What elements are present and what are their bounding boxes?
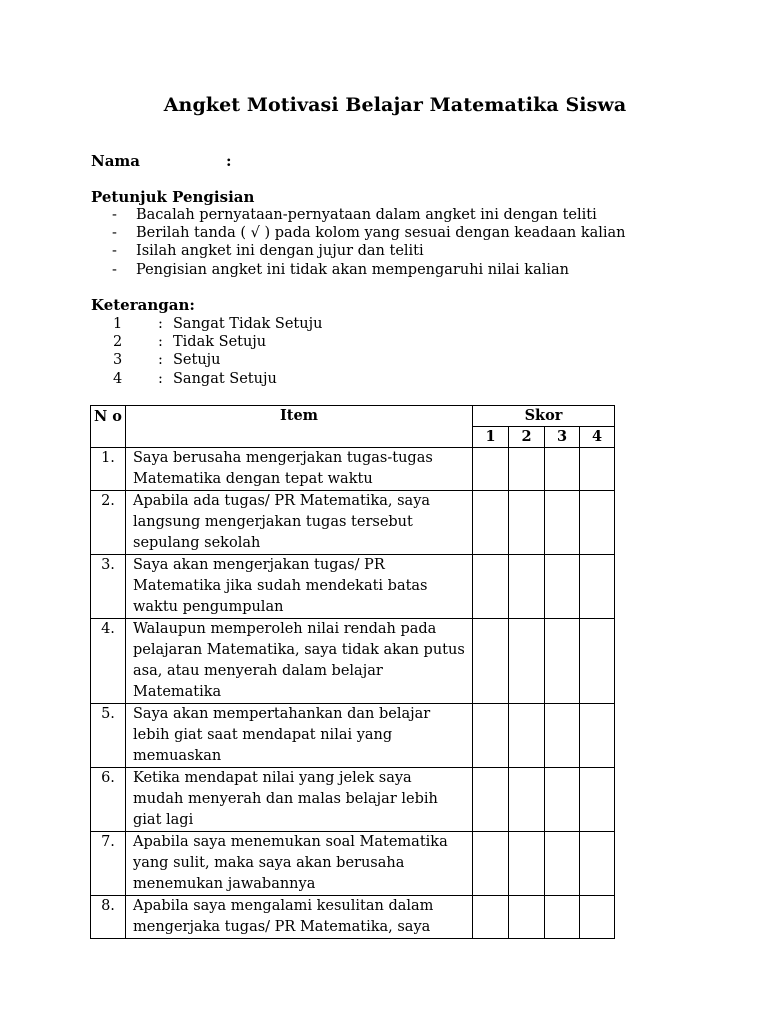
score-cell[interactable] xyxy=(580,704,615,768)
score-cell[interactable] xyxy=(545,555,580,619)
page-title: Angket Motivasi Belajar Matematika Siswa xyxy=(163,94,627,116)
list-item: - Isilah angket ini dengan jujur dan teliti xyxy=(112,243,424,260)
row-number: 3. xyxy=(91,555,126,619)
score-cell[interactable] xyxy=(509,704,545,768)
nama-field xyxy=(91,152,232,170)
row-number: 6. xyxy=(91,768,126,832)
score-cell[interactable] xyxy=(473,768,509,832)
row-number: 1. xyxy=(91,448,126,491)
score-cell[interactable] xyxy=(509,555,545,619)
row-item: Ketika mendapat nilai yang jelek saya mudah menyerah dan malas belajar lebih giat lagi xyxy=(126,768,473,832)
row-number: 2. xyxy=(91,491,126,555)
score-cell[interactable] xyxy=(545,619,580,704)
score-cell[interactable] xyxy=(509,832,545,896)
table-row xyxy=(91,448,615,491)
petunjuk-text: Pengisian angket ini tidak akan mempengaruhi nilai kalian xyxy=(136,261,569,278)
header-score-4: 4 xyxy=(580,427,615,448)
table-row xyxy=(91,704,615,768)
petunjuk-text: Bacalah pernyataan-pernyataan dalam angket ini dengan teliti xyxy=(136,207,597,223)
table-row xyxy=(91,832,615,896)
table-row xyxy=(91,555,615,619)
list-item: - Bacalah pernyataan-pernyataan dalam angket ini dengan teliti xyxy=(112,207,597,223)
list-item: 4 : Sangat Setuju xyxy=(113,370,277,387)
score-cell[interactable] xyxy=(580,448,615,491)
table-row xyxy=(91,896,615,939)
row-item: Saya akan mengerjakan tugas/ PR Matematika jika sudah mendekati batas waktu pengumpulan xyxy=(126,555,473,619)
row-number: 8. xyxy=(91,896,126,939)
questionnaire-table xyxy=(90,405,615,939)
legend-number: 2 xyxy=(113,334,123,351)
table-row xyxy=(91,619,615,704)
score-cell[interactable] xyxy=(509,619,545,704)
legend-number: 4 xyxy=(113,370,123,387)
row-item: Saya akan mempertahankan dan belajar lebih giat saat mendapat nilai yang memuaskan xyxy=(126,704,473,768)
score-cell[interactable] xyxy=(509,491,545,555)
score-cell[interactable] xyxy=(473,448,509,491)
list-item: - Berilah tanda ( √ ) pada kolom yang sesuai dengan keadaan kalian xyxy=(112,225,626,242)
score-cell[interactable] xyxy=(473,491,509,555)
petunjuk-text: Berilah tanda ( √ ) pada kolom yang sesuai dengan keadaan kalian xyxy=(136,225,626,242)
score-cell[interactable] xyxy=(545,448,580,491)
header-score-1: 1 xyxy=(473,427,509,448)
keterangan-list xyxy=(113,315,322,388)
score-cell[interactable] xyxy=(473,896,509,939)
header-item: Item xyxy=(126,406,473,448)
score-cell[interactable] xyxy=(545,704,580,768)
header-score-3: 3 xyxy=(545,427,580,448)
row-item: Apabila saya menemukan soal Matematika yang sulit, maka saya akan berusaha menemukan jawabannya xyxy=(126,832,473,896)
list-item: 1 : Sangat Tidak Setuju xyxy=(113,316,323,332)
score-cell[interactable] xyxy=(545,491,580,555)
legend-number: 3 xyxy=(113,352,123,369)
legend-label: Sangat Tidak Setuju xyxy=(173,316,323,332)
score-cell[interactable] xyxy=(509,768,545,832)
row-item: Apabila saya mengalami kesulitan dalam mengerjaka tugas/ PR Matematika, saya xyxy=(126,896,473,939)
legend-label: Sangat Setuju xyxy=(173,370,277,387)
row-number: 4. xyxy=(91,619,126,704)
row-item: Saya berusaha mengerjakan tugas-tugas Matematika dengan tepat waktu xyxy=(126,448,473,491)
score-cell[interactable] xyxy=(545,768,580,832)
score-cell[interactable] xyxy=(580,768,615,832)
list-item: 3 : Setuju xyxy=(113,352,221,369)
petunjuk-text: Isilah angket ini dengan jujur dan teliti xyxy=(136,243,424,260)
legend-number: 1 xyxy=(113,316,123,332)
score-cell[interactable] xyxy=(545,832,580,896)
keterangan-heading: Keterangan: xyxy=(91,296,195,314)
row-item: Apabila ada tugas/ PR Matematika, saya langsung mengerjakan tugas tersebut sepulang sekolah xyxy=(126,491,473,555)
score-cell[interactable] xyxy=(545,896,580,939)
table-row xyxy=(91,491,615,555)
legend-label: Setuju xyxy=(173,352,221,369)
score-cell[interactable] xyxy=(473,704,509,768)
score-cell[interactable] xyxy=(473,832,509,896)
score-cell[interactable] xyxy=(509,448,545,491)
legend-label: Tidak Setuju xyxy=(173,334,267,351)
header-score-2: 2 xyxy=(509,427,545,448)
score-cell[interactable] xyxy=(509,896,545,939)
row-item: Walaupun memperoleh nilai rendah pada pelajaran Matematika, saya tidak akan putus asa, atau menyerah dalam belajar Matematika xyxy=(126,619,473,704)
petunjuk-list xyxy=(112,206,626,279)
score-cell[interactable] xyxy=(580,832,615,896)
nama-label: Nama xyxy=(91,152,141,170)
row-number: 5. xyxy=(91,704,126,768)
score-cell[interactable] xyxy=(580,555,615,619)
header-skor: Skor xyxy=(473,406,615,427)
score-cell[interactable] xyxy=(473,555,509,619)
nama-colon: : xyxy=(226,152,232,170)
score-cell[interactable] xyxy=(473,619,509,704)
row-number: 7. xyxy=(91,832,126,896)
score-cell[interactable] xyxy=(580,491,615,555)
table-row xyxy=(91,768,615,832)
score-cell[interactable] xyxy=(580,619,615,704)
header-no: N o xyxy=(91,406,126,448)
score-cell[interactable] xyxy=(580,896,615,939)
list-item: 2 : Tidak Setuju xyxy=(113,334,267,351)
petunjuk-heading: Petunjuk Pengisian xyxy=(91,188,255,206)
list-item: - Pengisian angket ini tidak akan mempengaruhi nilai kalian xyxy=(112,261,569,278)
